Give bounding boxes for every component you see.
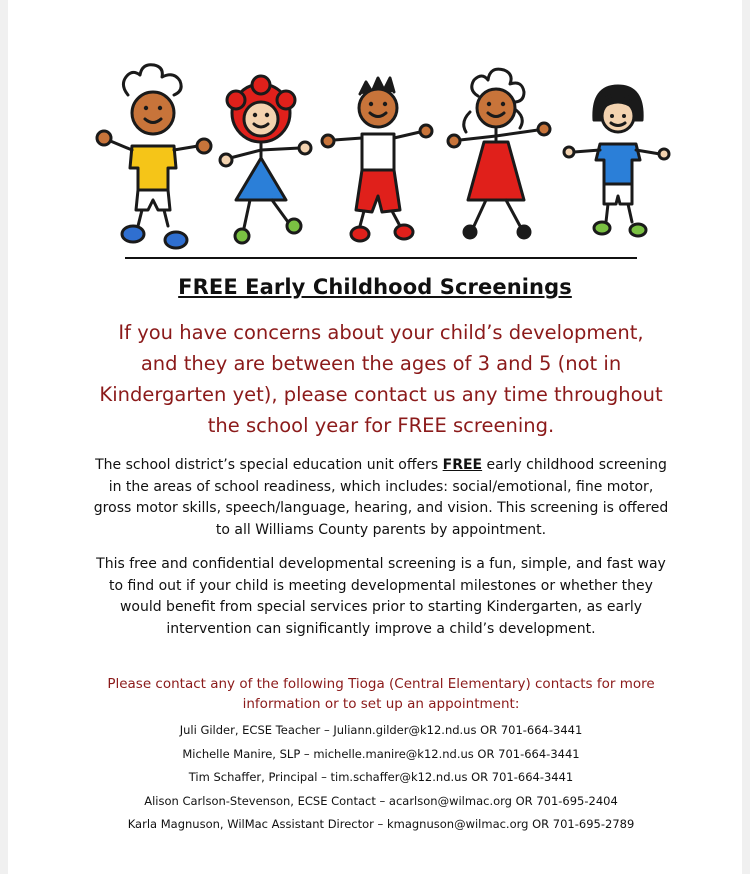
concern-line: Kindergarten yet), please contact us any time throughout [99,383,663,406]
kid-red-dress-icon [448,69,550,238]
kids-illustration [8,0,742,260]
contact-intro [78,674,684,714]
concern-line: and they are between the ages of 3 and 5 (not in [140,352,622,375]
concern-statement [68,317,694,441]
kid-blue-shirt-icon [564,86,669,236]
contact-intro-line: Please contact any of the following Tioga (Central Elementary) contacts for more [107,676,655,692]
contact-intro-line: information or to set up an appointment: [242,696,520,712]
contact-item: Karla Magnuson, WilMac Assistant Director – kmagnuson@wilmac.org OR 701-695-2789 [127,817,635,831]
screening-description [88,455,674,541]
divider-line [125,257,637,259]
kid-yellow-shirt-icon [97,65,211,248]
contact-item: Alison Carlson-Stevenson, ECSE Contact – acarlson@wilmac.org OR 701-695-2404 [144,793,618,808]
kid-red-hair-blue-dress-icon [220,76,311,243]
description-text-start: The school district’s special education unit offers [95,457,443,473]
flyer-title: FREE Early Childhood Screenings [178,275,572,299]
contact-list [68,719,694,837]
concern-line: If you have concerns about your child’s development, [118,321,644,344]
kid-red-shorts-icon [322,78,432,241]
contact-item: Juli Gilder, ECSE Teacher – Juliann.gilder@k12.nd.us OR 701-664-3441 [179,723,583,737]
contact-item: Tim Schaffer, Principal – tim.schaffer@k12.nd.us OR 701-664-3441 [188,770,574,784]
concern-line: the school year for FREE screening. [207,414,555,437]
flyer-page [8,0,742,874]
description-text-end: early childhood screening in the areas of school readiness, which includes: social/emotional, fine motor, gross motor skills, speech/language, hearing, and vision. This screening is offered to all Williams County parents by appointment. [93,457,669,538]
contact-item: Michelle Manire, SLP – michelle.manire@k12.nd.us OR 701-664-3441 [182,746,580,761]
free-emphasis: FREE [442,457,483,473]
screening-benefits: This free and confidential developmental screening is a fun, simple, and fast way to find out if your child is meeting developmental milestones or whether they would benefit from special services prior to starting Kindergarten, as early intervention can significantly improve a child’s development. [96,556,666,637]
